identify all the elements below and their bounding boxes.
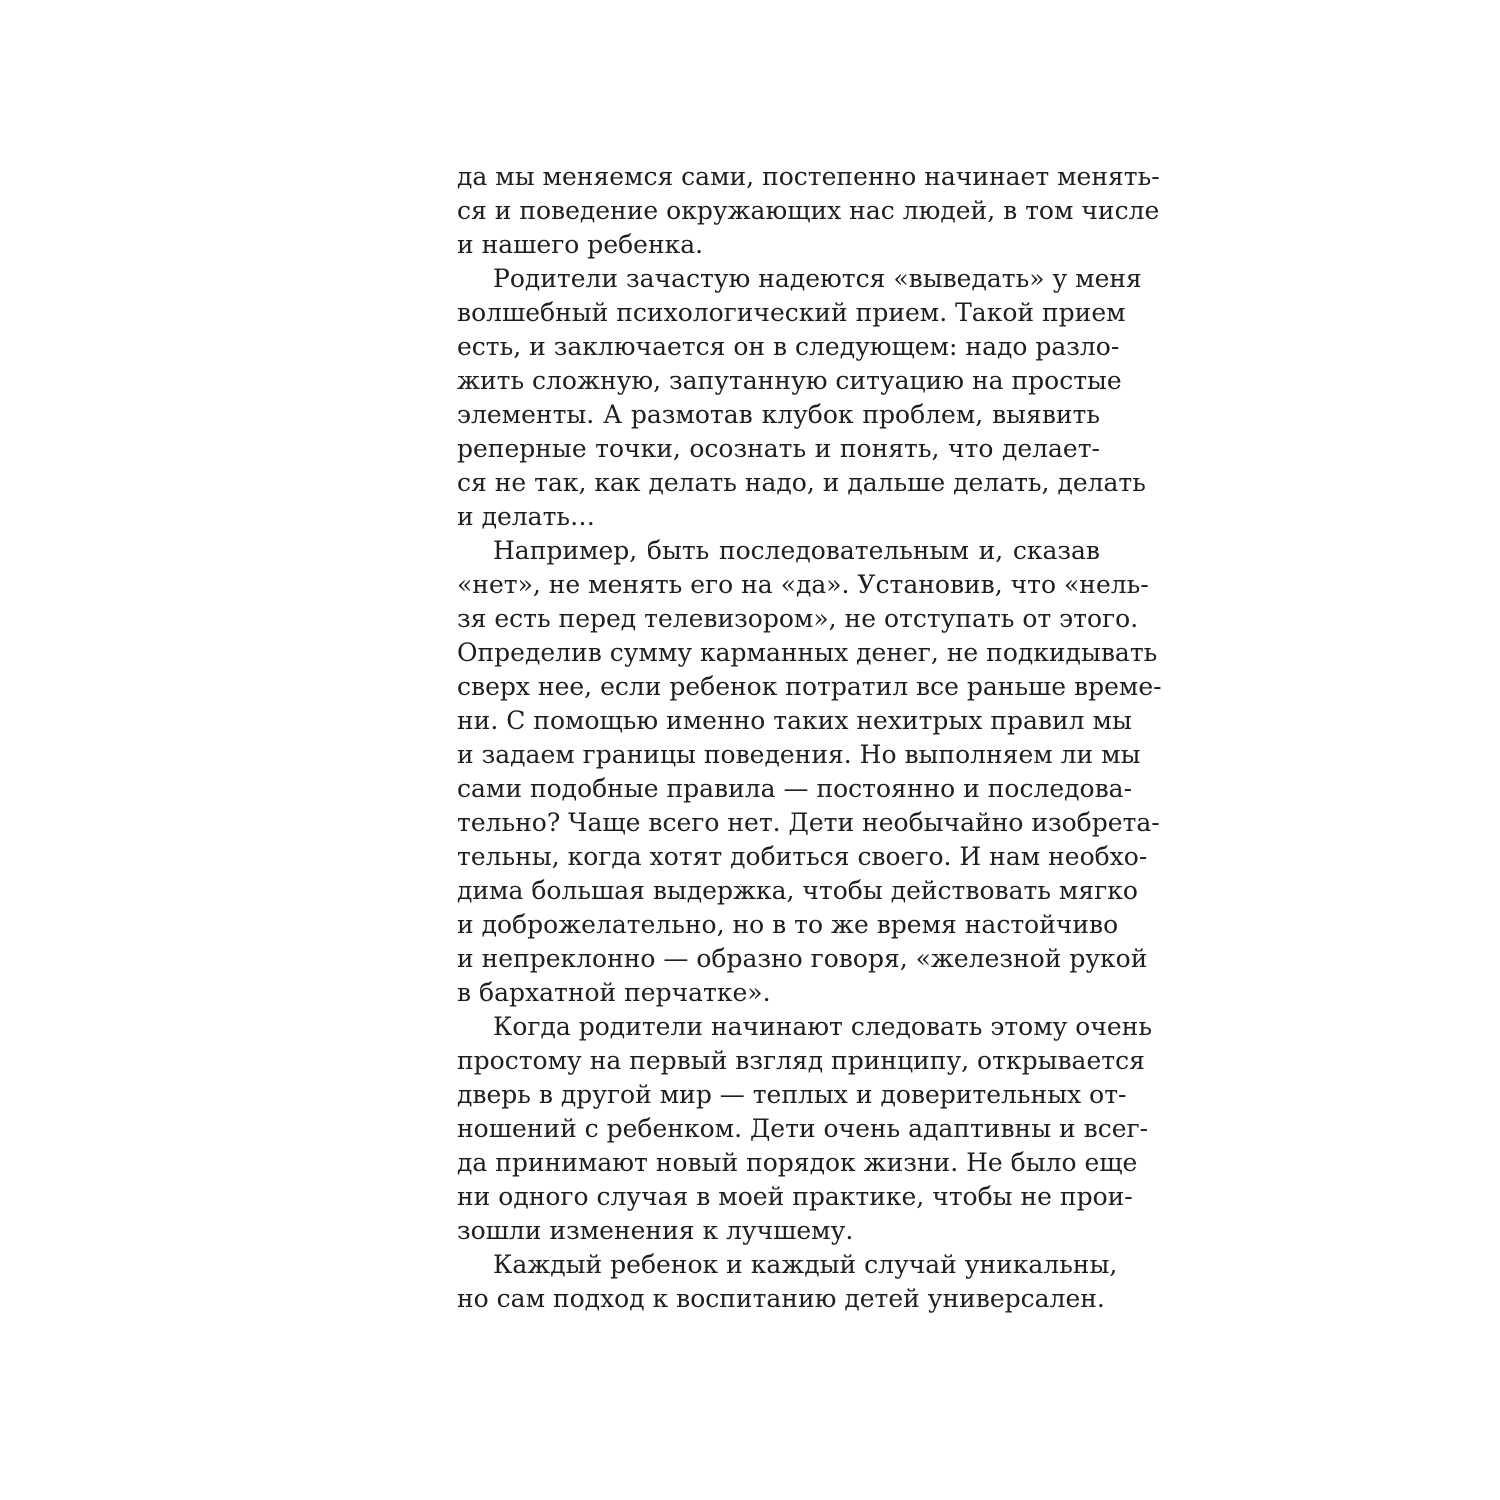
text-line: ся не так, как делать надо, и дальше делать, делать [457,468,1146,497]
text-line: Родители зачастую надеются «выведать» у меня [493,264,1142,293]
text-line: дверь в другой мир — теплых и доверительных от- [457,1080,1127,1109]
text-line: да принимают новый порядок жизни. Не было еще [457,1148,1138,1177]
text-line: сверх нее, если ребенок потратил все раньше време- [457,672,1162,701]
text-line: ношений с ребенком. Дети очень адаптивны и всег- [457,1114,1149,1143]
text-line: есть, и заключается он в следующем: надо разло- [457,332,1120,361]
text-line: реперные точки, осознать и понять, что делает- [457,434,1100,463]
text-line: ни. С помощью именно таких нехитрых правил мы [457,706,1132,735]
text-line: волшебный психологический прием. Такой прием [457,298,1126,327]
text-line: дима большая выдержка, чтобы действовать мягко [457,876,1138,905]
text-line: «нет», не менять его на «да». Установив, что «нель- [457,570,1149,599]
text-line: Например, быть последовательным и, сказав [493,536,1100,565]
text-line: тельно? Чаще всего нет. Дети необычайно изобрета- [457,808,1160,837]
text-line: да мы меняемся сами, постепенно начинает менять- [457,162,1160,191]
text-line: и непреклонно — образно говоря, «железной рукой [457,944,1148,973]
text-line: элементы. А размотав клубок проблем, выявить [457,400,1100,429]
text-line: сами подобные правила — постоянно и последова- [457,774,1133,803]
body-text [457,160,1162,1316]
text-line: в бархатной перчатке». [457,978,771,1007]
text-line: зя есть перед телевизором», не отступать от этого. [457,604,1139,633]
text-line: тельны, когда хотят добиться своего. И нам необхо- [457,842,1148,871]
paragraph [457,534,1162,1010]
text-line: Когда родители начинают следовать этому очень [493,1012,1152,1041]
text-line: ся и поведение окружающих нас людей, в том числе [457,196,1160,225]
text-line: ни одного случая в моей практике, чтобы не прои- [457,1182,1133,1211]
paragraph [457,262,1146,534]
text-line: и нашего ребенка. [457,230,704,259]
paragraph [457,160,1160,262]
text-line: Каждый ребенок и каждый случай уникальны, [493,1250,1118,1279]
text-line: жить сложную, запутанную ситуацию на простые [457,366,1122,395]
text-line: простому на первый взгляд принципу, открывается [457,1046,1145,1075]
text-line: и задаем границы поведения. Но выполняем ли мы [457,740,1141,769]
text-line: и доброжелательно, но в то же время настойчиво [457,910,1119,939]
paragraph [457,1248,1118,1316]
text-line: зошли изменения к лучшему. [457,1216,854,1245]
text-line: но сам подход к воспитанию детей универсален. [457,1284,1105,1313]
paragraph [457,1010,1152,1248]
text-line: Определив сумму карманных денег, не подкидывать [457,638,1158,667]
text-line: и делать… [457,502,596,531]
